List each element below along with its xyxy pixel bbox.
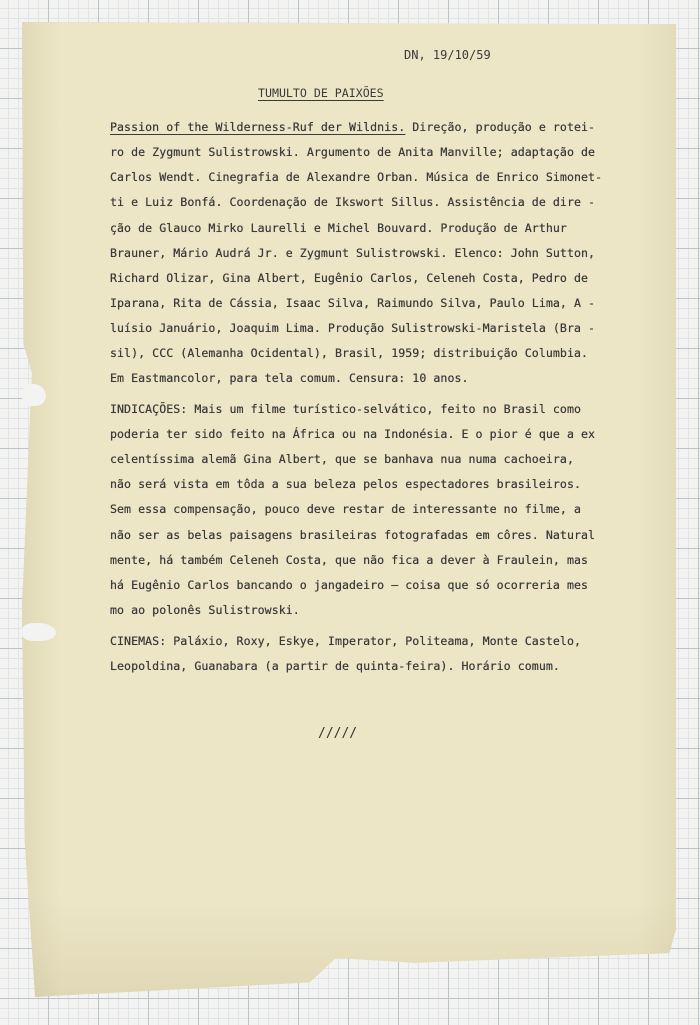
text-line: celentíssima alemã Gina Albert, que se banhava nua numa cachoeira, [110,452,574,466]
text-line: não será vista em tôda a sua beleza pelos espectadores brasileiros. [110,477,582,491]
document-title: TUMULTO DE PAIXÕES [258,86,384,100]
text-line: luísio Januário, Joaquim Lima. Produção Sulistrowski-Maristela (Bra - [110,321,596,335]
paper-tear [22,623,56,641]
text-line: Iparana, Rita de Cássia, Isaac Silva, Raimundo Silva, Paulo Lima, A - [110,296,596,310]
text-line: Em Eastmancolor, para tela comum. Censura: 10 anos. [110,371,469,385]
text-line: não ser as belas paisagens brasileiras fotografadas em côres. Natural [110,528,596,542]
text-line: sil), CCC (Alemanha Ocidental), Brasil, 1959; distribuição Columbia. [110,346,589,360]
text-line: mente, há também Celeneh Costa, que não fica a dever à Fraulein, mas [110,553,589,567]
text-line: INDICAÇÕES: Mais um filme turístico-selvático, feito no Brasil como [110,402,582,416]
film-title: Passion of the Wilderness-Ruf der Wildnis. [110,120,406,134]
text-line: Leopoldina, Guanabara (a partir de quinta-feira). Horário comum. [110,659,560,673]
text-line: Brauner, Mário Audrá Jr. e Zygmunt Sulistrowski. Elenco: John Sutton, [110,246,596,260]
text-line: ti e Luiz Bonfá. Coordenação de Ikswort Sillus. Assistência de dire - [110,195,596,209]
text-line: há Eugênio Carlos bancando o jangadeiro — coisa que só ocorreria mes [110,578,589,592]
text-line: ção de Glauco Mirko Laurelli e Michel Bouvard. Produção de Arthur [110,221,567,235]
text-line [110,120,595,134]
text-line-rest: Direção, produção e rotei- [405,120,596,134]
text-line: ro de Zygmunt Sulistrowski. Argumento de Anita Manville; adaptação de [110,145,596,159]
text-line: mo ao polonês Sulistrowski. [110,603,300,617]
text-line: Sem essa compensação, pouco deve restar de interessante no filme, a [110,502,582,516]
text-line: Richard Olizar, Gina Albert, Eugênio Carlos, Celeneh Costa, Pedro de [110,271,589,285]
text-line: Carlos Wendt. Cinegrafia de Alexandre Orban. Música de Enrico Simonet- [110,170,603,184]
paper-tear [22,384,46,406]
text-line: poderia ter sido feito na África ou na Indonésia. E o pior é que a ex [110,427,596,441]
end-mark: ///// [318,726,358,741]
document-date: DN, 19/10/59 [404,48,491,62]
text-line: CINEMAS: Paláxio, Roxy, Eskye, Imperator, Politeama, Monte Castelo, [110,634,582,648]
